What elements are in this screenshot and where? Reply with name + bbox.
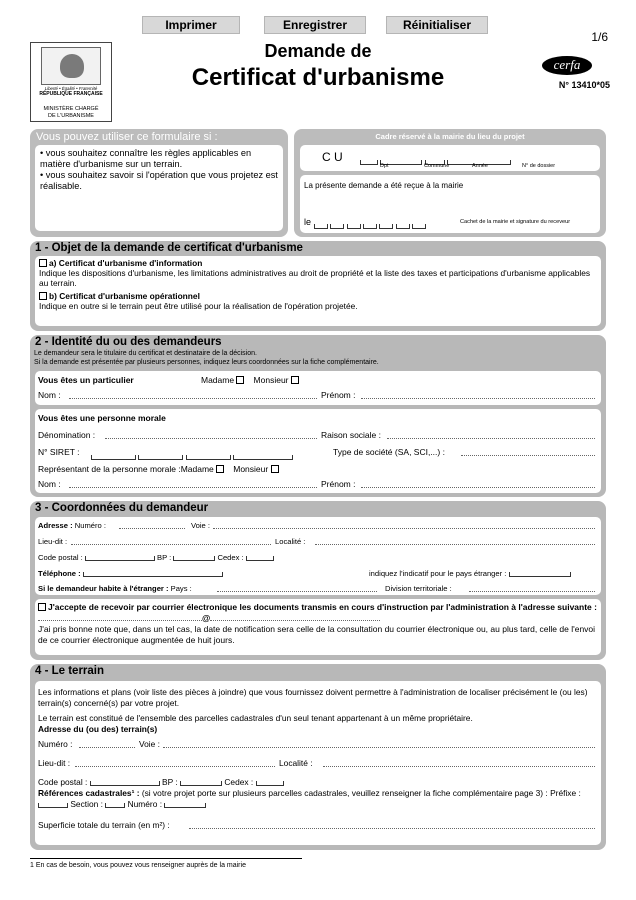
terrain-voie-label: Voie : bbox=[139, 739, 160, 749]
terrain-localite-field[interactable] bbox=[323, 766, 595, 767]
superficie-field[interactable] bbox=[189, 828, 595, 829]
voie-label: Voie : bbox=[191, 521, 210, 530]
morale-label: Vous êtes une personne morale bbox=[38, 413, 166, 423]
section-3-title: 3 - Coordonnées du demandeur bbox=[35, 502, 209, 514]
ministry-label: MINISTÈRE CHARGÉ DE L'URBANISME bbox=[43, 106, 99, 119]
section-2-title: 2 - Identité du ou des demandeurs bbox=[35, 336, 222, 348]
tel-label: Téléphone : bbox=[38, 569, 81, 578]
at-sign: @ bbox=[202, 613, 211, 623]
stamp-label: Cachet de la mairie et signature du receveur bbox=[460, 219, 571, 225]
section-field[interactable] bbox=[105, 803, 125, 808]
checkbox-cu-operationnel[interactable] bbox=[39, 292, 47, 300]
terrain-intro: Les informations et plans (voir liste des pièces à joindre) que vous fournissez doivent permettre à l'administration de localiser précisément le (ou les) terrain(s) concerné(s) par votre projet. bbox=[38, 687, 588, 708]
terrain-voie-field[interactable] bbox=[163, 747, 595, 748]
reset-button[interactable]: Réinitialiser bbox=[386, 16, 488, 34]
intro-bullet: • vous souhaitez connaître les règles applicables en matière d'urbanisme sur un terrain. bbox=[40, 148, 252, 169]
section-3 bbox=[30, 501, 606, 660]
commune-label: Commune bbox=[424, 163, 450, 169]
pays-field[interactable] bbox=[217, 591, 377, 592]
siret-field[interactable] bbox=[91, 451, 293, 461]
intro-bullet: • vous souhaitez savoir si l'opération que vous projetez est réalisable. bbox=[40, 170, 278, 191]
numero-label: Numéro : bbox=[74, 521, 106, 530]
email-user-field[interactable] bbox=[38, 620, 202, 621]
division-field[interactable] bbox=[469, 591, 595, 592]
rep-nom-label: Nom : bbox=[38, 479, 61, 489]
terrain-lieudit-label: Lieu-dit : bbox=[38, 758, 71, 768]
numero-cad-label: Numéro : bbox=[127, 798, 163, 809]
raison-field[interactable] bbox=[387, 438, 595, 439]
madame-label: Madame bbox=[201, 375, 235, 385]
rep-prenom-field[interactable] bbox=[361, 487, 595, 488]
madame-label: Madame bbox=[180, 464, 214, 474]
cedex-label: Cedex : bbox=[217, 553, 244, 562]
intro-box bbox=[30, 129, 288, 237]
email-note: J'ai pris bonne note que, dans un tel cas, la date de notification sera celle de la consultation du courrier électronique ou, au plus tard, celle de l'envoi de ce courrier électronique augmentée de huit jours. bbox=[38, 624, 596, 645]
cu-a-label: a) Certificat d'urbanisme d'information bbox=[49, 258, 203, 268]
numero-field[interactable] bbox=[119, 528, 185, 529]
denomination-label: Dénomination : bbox=[38, 430, 96, 440]
tel-field[interactable] bbox=[83, 572, 223, 577]
terrain-cedex-field[interactable] bbox=[256, 781, 284, 786]
section-2-note: Si la demande est présentée par plusieurs personnes, indiquez leurs coordonnées sur la fiche complémentaire. bbox=[34, 359, 379, 366]
rep-prenom-label: Prénom : bbox=[321, 479, 356, 489]
accept-email-label: J'accepte de recevoir par courrier électronique les documents transmis en cours d'instruction par l'administration à l'adresse suivante : bbox=[48, 602, 597, 612]
lieudit-label: Lieu-dit : bbox=[38, 537, 68, 546]
terrain-cp-label: Code postal : bbox=[38, 777, 88, 787]
save-button[interactable]: Enregistrer bbox=[264, 16, 366, 34]
etranger-label: Si le demandeur habite à l'étranger : bbox=[38, 584, 169, 593]
terrain-localite-label: Localité : bbox=[279, 758, 313, 768]
terrain-numero-label: Numéro : bbox=[38, 739, 73, 749]
republic-label: RÉPUBLIQUE FRANÇAISE bbox=[39, 91, 103, 97]
checkbox-cu-information[interactable] bbox=[39, 259, 47, 267]
mairie-title: Cadre réservé à la mairie du lieu du projet bbox=[375, 132, 525, 141]
mairie-box bbox=[294, 129, 606, 237]
numero-cad-field[interactable] bbox=[164, 803, 206, 808]
checkbox-madame[interactable] bbox=[236, 376, 244, 384]
localite-field[interactable] bbox=[315, 544, 595, 545]
checkbox-rep-madame[interactable] bbox=[216, 465, 224, 473]
motto: Liberté • Égalité • Fraternité bbox=[44, 86, 98, 91]
prenom-field[interactable] bbox=[361, 398, 595, 399]
footnote: 1 En cas de besoin, vous pouvez vous renseigner auprès de la mairie bbox=[30, 862, 246, 869]
type-societe-label: Type de société (SA, SCI,...) : bbox=[333, 447, 445, 457]
superficie-label: Superficie totale du terrain (en m²) : bbox=[38, 820, 170, 830]
terrain-bp-label: BP : bbox=[162, 777, 178, 787]
email-domain-field[interactable] bbox=[210, 620, 380, 621]
terrain-cp-field[interactable] bbox=[90, 781, 160, 786]
section-4 bbox=[30, 664, 606, 850]
nom-label: Nom : bbox=[38, 390, 61, 400]
le-label: le bbox=[304, 217, 312, 227]
refs-text: (si votre projet porte sur plusieurs parcelles cadastrales, veuillez renseigner la fiche complémentaire page 3) : bbox=[141, 788, 548, 798]
dpt-label: Dpt bbox=[380, 163, 389, 169]
received-text: La présente demande a été reçue à la mairie bbox=[304, 181, 464, 190]
localite-label: Localité : bbox=[275, 537, 306, 546]
adresse-label: Adresse : bbox=[38, 521, 73, 530]
nom-field[interactable] bbox=[69, 398, 317, 399]
checkbox-monsieur[interactable] bbox=[291, 376, 299, 384]
division-label: Division territoriale : bbox=[385, 584, 452, 593]
prenom-label: Prénom : bbox=[321, 390, 356, 400]
page-number: 1/6 bbox=[591, 30, 608, 44]
rep-nom-field[interactable] bbox=[69, 487, 317, 488]
dossier-label: N° de dossier bbox=[522, 163, 556, 169]
terrain-bp-field[interactable] bbox=[180, 781, 222, 786]
indicatif-label: indiquez l'indicatif pour le pays étranger : bbox=[369, 569, 507, 578]
cu-a-desc: Indique les dispositions d'urbanisme, les limitations administratives au droit de propriété et la liste des taxes et participations d'urbanisme applicables au terrain. bbox=[39, 268, 591, 288]
voie-field[interactable] bbox=[213, 528, 595, 529]
pays-label: Pays : bbox=[170, 584, 192, 593]
terrain-lieudit-field[interactable] bbox=[75, 766, 275, 767]
cu-b-label: b) Certificat d'urbanisme opérationnel bbox=[49, 291, 200, 301]
page-title-line1: Demande de bbox=[264, 41, 372, 61]
prefixe-label: Préfixe : bbox=[550, 788, 581, 798]
cu-b-desc: Indique en outre si le terrain peut être utilisé pour la réalisation de l'opération projetée. bbox=[39, 301, 358, 311]
refs-label: Références cadastrales¹ : bbox=[38, 788, 140, 798]
type-societe-field[interactable] bbox=[461, 455, 595, 456]
section-2 bbox=[30, 335, 606, 497]
lieudit-field[interactable] bbox=[71, 544, 271, 545]
section-4-title: 4 - Le terrain bbox=[35, 665, 105, 677]
bp-label: BP : bbox=[157, 553, 172, 562]
raison-label: Raison sociale : bbox=[321, 430, 382, 440]
bp-field[interactable] bbox=[173, 556, 215, 561]
terrain-cedex-label: Cedex : bbox=[224, 777, 254, 787]
page-title: Certificat d'urbanisme bbox=[191, 64, 445, 91]
denomination-field[interactable] bbox=[105, 438, 317, 439]
cu-label: C U bbox=[322, 150, 343, 164]
monsieur-label: Monsieur bbox=[233, 464, 269, 474]
section-2-note: Le demandeur sera le titulaire du certificat et destinataire de la décision. bbox=[34, 350, 257, 357]
cedex-field[interactable] bbox=[246, 556, 274, 561]
cerfa-logo: cerfa bbox=[542, 56, 592, 75]
terrain-note: Le terrain est constitué de l'ensemble des parcelles cadastrales d'un seul tenant appartenant à un même propriétaire. bbox=[38, 713, 473, 723]
section-1-title: 1 - Objet de la demande de certificat d'urbanisme bbox=[35, 242, 303, 254]
section-label: Section : bbox=[70, 798, 103, 809]
cp-label: Code postal : bbox=[38, 553, 83, 562]
siret-label: N° SIRET : bbox=[38, 447, 80, 457]
footnote-rule bbox=[30, 858, 302, 859]
cerfa-number: N° 13410*05 bbox=[558, 80, 610, 90]
print-button[interactable]: Imprimer bbox=[142, 16, 240, 34]
particulier-label: Vous êtes un particulier bbox=[38, 375, 134, 385]
representant-label: Représentant de la personne morale : bbox=[38, 464, 181, 474]
terrain-numero-field[interactable] bbox=[79, 747, 135, 748]
intro-title: Vous pouvez utiliser ce formulaire si : bbox=[36, 131, 218, 143]
terrain-adresse-title: Adresse du (ou des) terrain(s) bbox=[38, 724, 158, 734]
section-1 bbox=[30, 241, 606, 331]
cp-field[interactable] bbox=[85, 556, 155, 561]
monsieur-label: Monsieur bbox=[253, 375, 289, 385]
prefixe-field[interactable] bbox=[38, 803, 68, 808]
indicatif-field[interactable] bbox=[509, 572, 571, 577]
annee-label: Année bbox=[472, 163, 488, 169]
checkbox-accept-email[interactable] bbox=[38, 603, 46, 611]
checkbox-rep-monsieur[interactable] bbox=[271, 465, 279, 473]
